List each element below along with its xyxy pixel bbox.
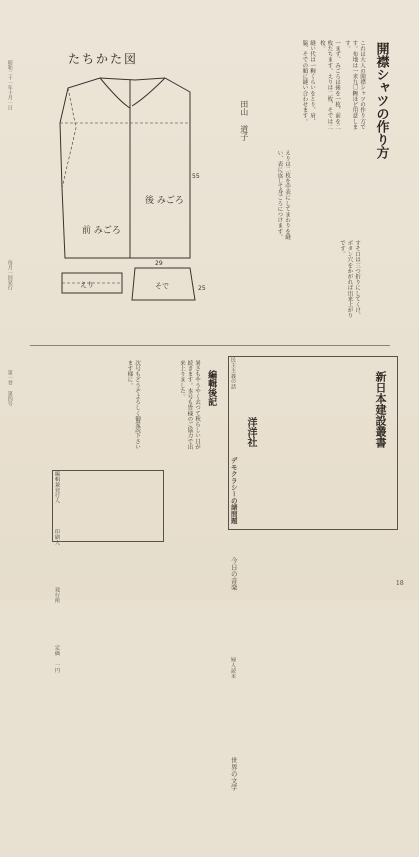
ad-item-2: デモクラシーの諸問題 (229, 457, 238, 524)
margin-issue: 第一巻 第四号 (6, 370, 13, 406)
pattern-diagram (40, 68, 205, 338)
label-collar: えり (80, 281, 94, 289)
article-title: 開襟シャツの作り方 (373, 42, 389, 159)
measure-55: 55 (192, 173, 200, 180)
article-author: 田山 道子 (239, 100, 249, 141)
colophon-box (52, 470, 164, 673)
colophon-publisher: 発行所 (54, 587, 61, 604)
ad-series: 新日本建設叢書 (374, 371, 387, 448)
ad-publisher: 洋洋社 (245, 417, 256, 447)
editor-text-1: 暑さもやうやく去つて秋らしい日が続きます。本号も皆様のご協力で出来上りました。 (178, 360, 200, 450)
article-body-1: これは大人の開襟シャツの作り方です。布地は一米九〇糎ほど用意します。 (343, 40, 365, 130)
label-back: 後 みごろ (145, 196, 184, 206)
measure-25: 25 (198, 285, 206, 292)
label-front: 前 みごろ (82, 226, 121, 236)
ad-item-3: 今日の音楽 (229, 557, 238, 591)
margin-frequency: 毎月一回発行 (6, 260, 13, 290)
ad-item-4: 婦人読本 (230, 657, 237, 679)
measure-29: 29 (155, 260, 163, 267)
label-sleeve: そで (155, 282, 169, 290)
margin-date: 昭和二十一年十月一日 (6, 60, 13, 110)
article-body-2: 一まず、みごろは後を一枚、前を二枚たちます。えりは二枚、そでは二枚。 (318, 40, 340, 130)
article-body-4: えりは二枚を中表にしてまわりを縫い、表に返して身ごろにつけます。 (276, 150, 290, 240)
editor-text-2: 次号もどうぞよろしく御愛読下さいます様に。 (126, 360, 140, 450)
colophon-price: 定価 一円 (54, 645, 61, 673)
article-body-5: すそ口は三つ折りにしてくけ、ボタン穴をかがれば出来上がりです。 (338, 240, 360, 319)
article-body-3: 縫い代は一糎くらいをとり、肩、脇、そでの順に縫い合わせます。 (301, 40, 315, 124)
colophon-printer: 印刷人 (54, 529, 61, 546)
ad-item-5: 世界の文学 (229, 757, 238, 791)
editor-heading: 編輯後記 (206, 370, 217, 406)
ad-item-1: 民主主義の話 (230, 357, 237, 390)
ad-box (228, 356, 398, 791)
colophon-editor: 編輯兼発行人 (54, 471, 61, 504)
section-divider (30, 345, 390, 346)
diagram-title: たちかた図 (68, 52, 139, 66)
page-number: 18 (396, 580, 404, 587)
